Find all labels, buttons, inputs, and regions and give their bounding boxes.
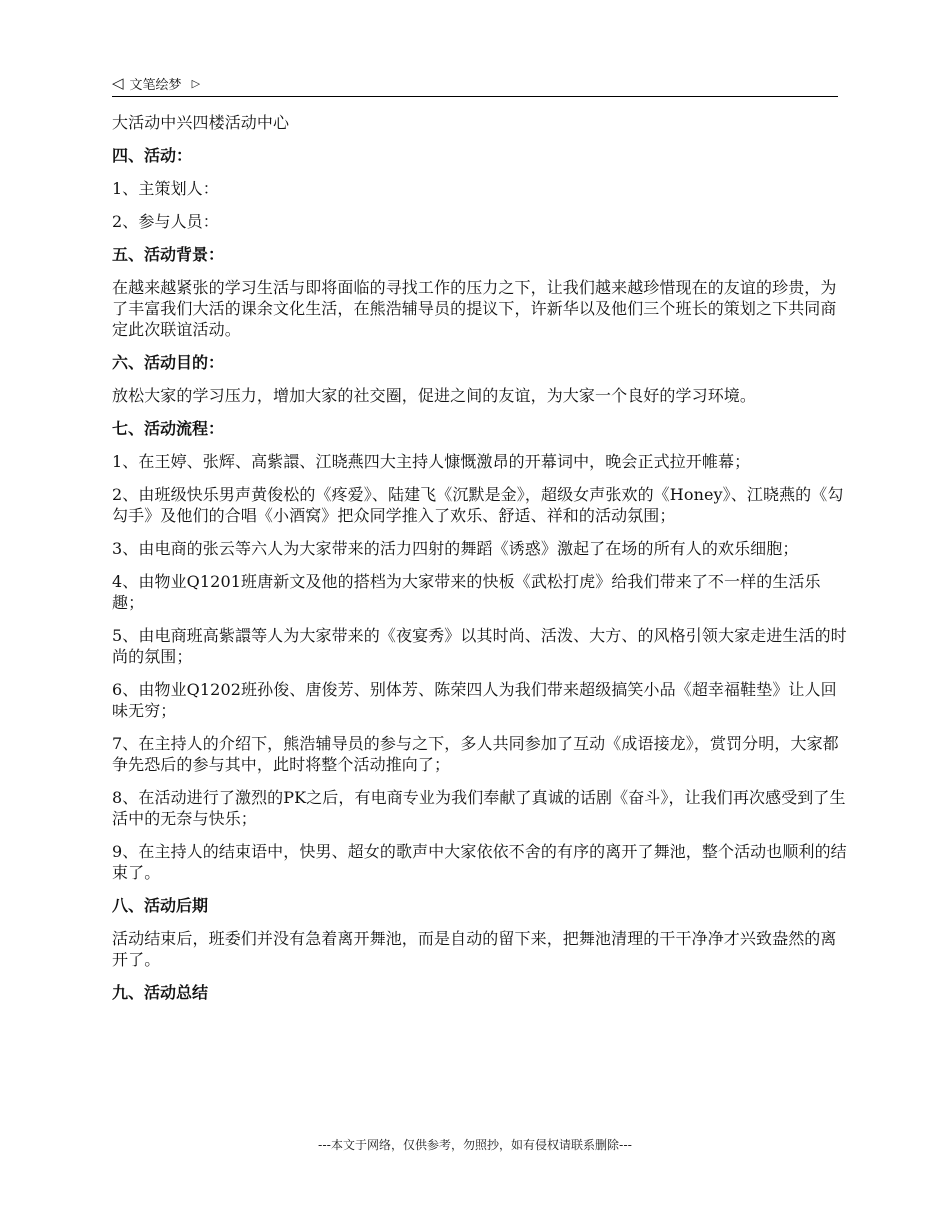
process-item: 9、在主持人的结束语中，快男、超女的歌声中大家依依不舍的有序的离开了舞池，整个活动也顺利的结束了。 bbox=[112, 842, 847, 882]
participants-text: 2、参与人员： bbox=[112, 212, 219, 231]
section-heading-aftermath: 八、活动后期 bbox=[112, 896, 209, 915]
process-item: 8、在活动进行了激烈的PK之后，有电商专业为我们奉献了真诚的话剧《奋斗》，让我们再次感受到了生活中的无奈与快乐； bbox=[112, 788, 846, 828]
section-heading-activity: 四、活动： bbox=[112, 146, 193, 165]
venue-text: 大活动中兴四楼活动中心 bbox=[112, 113, 290, 132]
header-title: 文笔绘梦 bbox=[129, 77, 182, 93]
process-item: 7、在主持人的介绍下，熊浩辅导员的参与之下，多人共同参加了互动《成语接龙》，赏罚分明，大家都争先恐后的参与其中，此时将整个活动推向了； bbox=[112, 734, 839, 774]
background-paragraph: 在越来越紧张的学习生活与即将面临的寻找工作的压力之下，让我们越来越珍惜现在的友谊的珍贵，为了丰富我们大活的课余文化生活，在熊浩辅导员的提议下，许新华以及他们三个班长的策划之下共同商定此次联谊活动。 bbox=[112, 278, 837, 339]
process-item: 5、由电商班高紫譞等人为大家带来的《夜宴秀》以其时尚、活泼、大方、的风格引领大家走进生活的时尚的氛围； bbox=[112, 626, 847, 666]
page-header bbox=[112, 70, 838, 97]
section-heading-process: 七、活动流程： bbox=[112, 419, 225, 438]
triangle-right-icon: ▷ bbox=[191, 76, 201, 90]
section-heading-background: 五、活动背景： bbox=[112, 245, 225, 264]
document-body bbox=[112, 112, 852, 1015]
triangle-left-icon: ◁ bbox=[112, 73, 124, 92]
process-item: 1、在王婷、张辉、高紫譞、江晓燕四大主持人慷慨激昂的开幕词中，晚会正式拉开帷幕； bbox=[112, 452, 751, 471]
process-item: 6、由物业Q1202班孙俊、唐俊芳、别体芳、陈荣四人为我们带来超级搞笑小品《超幸福鞋垫》让人回味无穷； bbox=[112, 680, 837, 720]
chief-planner-text: 1、主策划人： bbox=[112, 179, 219, 198]
section-heading-purpose: 六、活动目的： bbox=[112, 353, 225, 372]
process-item: 2、由班级快乐男声黄俊松的《疼爱》、陆建飞《沉默是金》，超级女声张欢的《Honey》、江晓燕的《勾勾手》及他们的合唱《小酒窝》把众同学推入了欢乐、舒适、祥和的活动氛围； bbox=[112, 485, 844, 525]
aftermath-paragraph: 活动结束后，班委们并没有急着离开舞池，而是自动的留下来，把舞池清理的干干净净才兴致盎然的离开了。 bbox=[112, 929, 837, 969]
disclaimer-footer: ---本文于网络，仅供参考，勿照抄，如有侵权请联系删除--- bbox=[318, 1138, 632, 1152]
section-heading-summary: 九、活动总结 bbox=[112, 983, 209, 1002]
purpose-paragraph: 放松大家的学习压力，增加大家的社交圈，促进之间的友谊，为大家一个良好的学习环境。 bbox=[112, 386, 757, 405]
process-item: 4、由物业Q1201班唐新文及他的搭档为大家带来的快板《武松打虎》给我们带来了不一样的生活乐趣； bbox=[112, 572, 821, 612]
process-item: 3、由电商的张云等六人为大家带来的活力四射的舞蹈《诱惑》激起了在场的所有人的欢乐细胞； bbox=[112, 539, 799, 558]
